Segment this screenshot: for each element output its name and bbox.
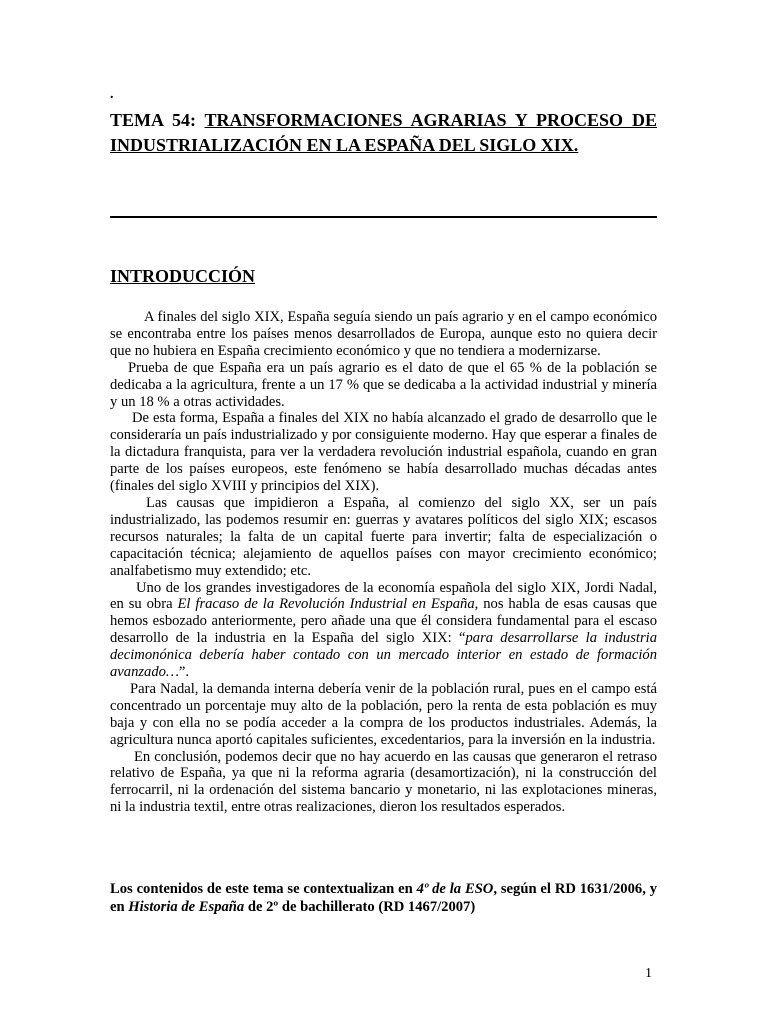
paragraph-2: Prueba de que España era un país agrario es el dato de que el 65 % de la población se dedicaba a la agricultura, frente a un 17 % que se dedicaba a la actividad industrial y minería y un 18 % a otras actividades.: [110, 359, 657, 410]
curriculum-note: [110, 880, 657, 916]
paragraph-6: Para Nadal, la demanda interna debería venir de la población rural, pues en el campo está concentrado un porcentaje muy alto de la población, pero la renta de esta población es muy baja y con ella no se podía acceder a la compra de los productos industriales. Además, la agricultura nunca aportó capitales suficientes, excedentarios, para la inversión en la industria.: [110, 680, 657, 748]
page-number: 1: [645, 966, 652, 981]
paragraph-7: En conclusión, podemos decir que no hay acuerdo en las causas que generaron el retraso relativo de España, ya que ni la reforma agraria (desamortización), ni la construcción del ferrocarril, ni la ordenación del sistema bancario y monetario, ni las explotaciones mineras, ni la industria textil, entre otras realizaciones, dieron los resultados esperados.: [110, 748, 657, 816]
note-part-a: Los contenidos de este tema se contextualizan en: [110, 881, 417, 897]
paragraph-5-part-c: ”.: [178, 664, 190, 681]
section-heading: INTRODUCCIÓN: [110, 266, 256, 286]
paragraph-4: Las causas que impidieron a España, al comienzo del siglo XX, ser un país industrializado, las podemos resumir en: guerras y avatares políticos del siglo XIX; escasos recursos naturales; la falta de un capital fuerte para invertir; falta de especialización o capacitación técnica; alejamiento de aquellos países con mayor crecimiento económico; analfabetismo muy extendido; etc.: [110, 494, 657, 579]
paragraph-5-part-a: Uno de los grandes investigadores de la economía española del siglo XIX, Jordi Nadal, en su obra: [110, 579, 657, 613]
paragraph-3: De esta forma, España a finales del XIX no había alcanzado el grado de desarrollo que le consideraría un país industrializado y por consiguiente moderno. Hay que esperar a finales de la dictadura franquista, para ver la verdadera revolución industrial española, cuando en gran parte de los países europeos, este fenómeno se había desarrollado muchas décadas antes (finales del siglo XVIII y principios del XIX).: [110, 410, 657, 495]
note-eso: 4º de la ESO: [416, 881, 494, 897]
paragraph-5-part-b: , nos habla de esas causas que hemos esbozado anteriormente, pero añade una que él considera fundamental para el escaso desarrollo de la industria en la España del siglo XIX: “: [110, 596, 657, 647]
book-title: El fracaso de la Revolución Industrial en España: [177, 596, 475, 613]
horizontal-divider: [110, 216, 657, 218]
nadal-quote: para desarrollarse la industria decimonónica debería haber contado con un mercado interior en estado de formación avanzado…: [110, 630, 657, 681]
note-part-b: , según el RD 1631/2006, y en: [110, 881, 658, 915]
body-text: [110, 309, 657, 816]
paragraph-1: A finales del siglo XIX, España seguía siendo un país agrario y en el campo económico se encontraba entre los países menos desarrollados de Europa, aunque esto no quiera decir que no hubiera en España crecimiento económico y que no tendiera a modernizarse.: [110, 309, 657, 359]
leading-dot: .: [110, 87, 114, 102]
note-historia: Historia de España: [128, 899, 245, 915]
page-title: [110, 108, 657, 158]
paragraph-5: [110, 580, 657, 681]
title-prefix: TEMA 54:: [110, 110, 205, 130]
title-main: TRANSFORMACIONES AGRARIAS Y PROCESO DE INDUSTRIALIZACIÓN EN LA ESPAÑA DEL SIGLO XIX.: [110, 110, 657, 155]
note-part-c: de 2º de bachillerato (RD 1467/2007): [244, 899, 476, 915]
